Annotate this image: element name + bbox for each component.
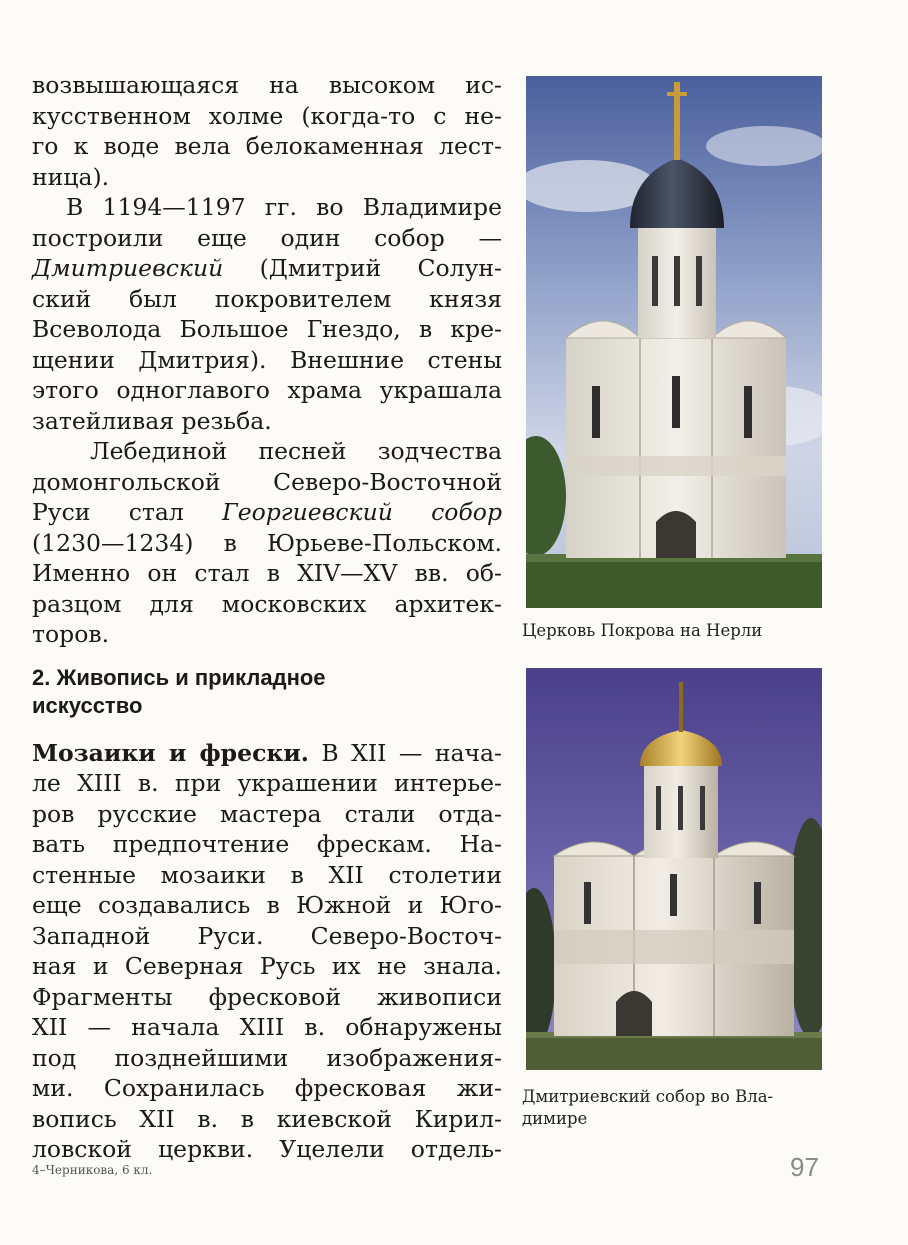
text-line: затейливая резьба. <box>32 406 272 435</box>
text-line: торов. <box>32 620 110 648</box>
photo-church-pokrova-na-nerli <box>526 76 822 608</box>
text-line: (1230—1234) в Юрьеве-Польском. <box>32 528 502 557</box>
text-span: (Дмитрий Солун- <box>223 254 502 282</box>
bold-subheading: Мозаики и фрески. <box>32 738 309 767</box>
text-line <box>32 253 502 284</box>
text-line: возвышающаяся на высоком ис- <box>32 71 502 99</box>
church-illustration-1 <box>526 76 822 608</box>
text-line: Лебединой песней зодчества <box>90 437 502 465</box>
caption-figure-1: Церковь Покрова на Нерли <box>522 621 763 640</box>
text-span: В XII — нача- <box>308 738 502 767</box>
text-line: ловской церкви. Уцелели отдель- <box>32 1135 502 1163</box>
page-number: 97 <box>790 1152 819 1182</box>
footer-imprint: 4–Черникова, 6 кл. <box>32 1163 153 1177</box>
paragraph-4 <box>32 738 502 1165</box>
text-line: домонгольской Северо-Восточной <box>32 467 502 496</box>
section-heading <box>32 664 502 720</box>
text-line: вопись XII в. в киевской Кирил- <box>32 1104 502 1133</box>
italic-term-georgievsky: Георгиевский собор <box>222 498 502 526</box>
photo-dmitrievsky-cathedral <box>526 668 822 1070</box>
text-line: ле XIII в. при украшении интерье- <box>32 769 502 797</box>
text-line: вать предпочтение фрескам. На- <box>32 830 502 858</box>
paragraph-1 <box>32 70 502 192</box>
text-line: ми. Сохранилась фресковая жи- <box>32 1074 502 1102</box>
heading-line: искусство <box>32 692 143 718</box>
paragraph-2 <box>32 192 502 436</box>
text-line: построили еще один собор — <box>32 223 502 252</box>
church-illustration-2 <box>526 668 822 1070</box>
caption-figure-2 <box>522 1086 773 1130</box>
text-line: Западной Руси. Северо-Восточ- <box>32 921 502 950</box>
text-line: ский был покровителем князя <box>32 284 502 313</box>
text-line: Всеволода Большое Гнездо, в кре- <box>32 315 502 343</box>
text-line: ница). <box>32 162 110 191</box>
text-line: ная и Северная Русь их не знала. <box>32 952 502 980</box>
text-line: XII — начала XIII в. обнаружены <box>32 1013 502 1041</box>
text-line: этого одноглавого храма украшала <box>32 376 502 404</box>
text-line: стенные мозаики в XII столетии <box>32 860 502 889</box>
text-line: еще создавались в Южной и Юго- <box>32 891 502 919</box>
paragraph-3 <box>32 436 502 650</box>
text-span: Руси стал <box>32 498 223 526</box>
main-text-column <box>32 70 502 1165</box>
text-line: го к воде вела белокаменная лест- <box>32 132 502 160</box>
text-line: Фрагменты фресковой живописи <box>32 982 502 1011</box>
text-line <box>32 497 502 528</box>
caption-line: Дмитриевский собор во Вла- <box>522 1087 774 1106</box>
text-line: разцом для московских архитек- <box>32 589 502 618</box>
caption-line: димире <box>522 1109 588 1128</box>
text-line: кусственном холме (когда-то с не- <box>32 101 502 130</box>
text-line: ров русские мастера стали отда- <box>32 799 502 828</box>
heading-line: 2. Живопись и прикладное <box>32 664 326 690</box>
text-line: под позднейшими изображения- <box>32 1043 502 1072</box>
text-line: В 1194—1197 гг. во Владимире <box>66 193 502 221</box>
spacer <box>32 730 502 738</box>
text-line: щении Дмитрия). Внешние стены <box>32 345 502 374</box>
text-line <box>32 738 502 769</box>
italic-term-dmitrievsky: Дмитриевский <box>32 254 224 282</box>
text-line: Именно он стал в XIV—XV вв. об- <box>32 559 502 587</box>
